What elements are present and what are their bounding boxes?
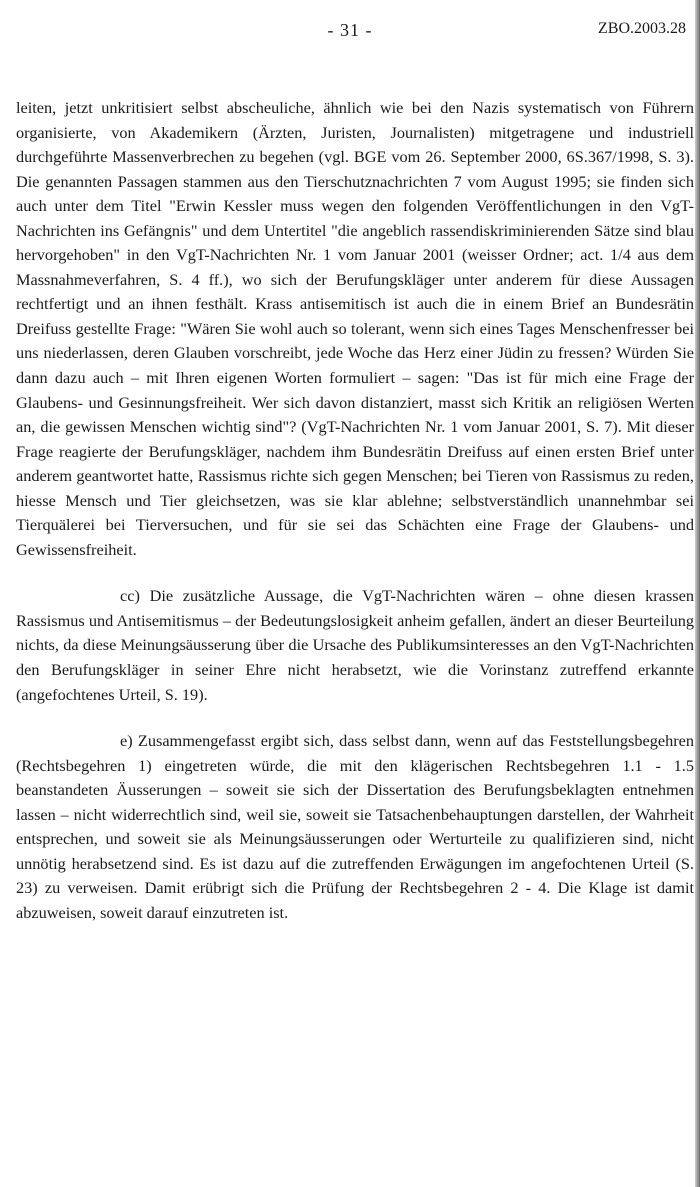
scan-edge-shadow	[695, 0, 700, 1187]
document-reference: ZBO.2003.28	[598, 20, 686, 37]
document-body	[16, 96, 694, 926]
page-number: - 31 -	[327, 20, 373, 40]
paragraph-e: e) Zusammengefasst ergibt sich, dass selbst dann, wenn auf das Feststellungsbegehren (Rechtsbegehren 1) eingetreten würde, die mit den klägerischen Rechtsbegehren 1.1 - 1.5 beanstandeten Äusserungen – soweit sie sich der Dissertation des Berufungsbeklagten entnehmen lassen – nicht widerrechtlich sind, weil sie, soweit sie Tatsachenbehauptungen darstellen, der Wahrheit entsprechen, und soweit sie als Meinungsäusserungen oder Werturteile zu qualifizieren sind, nicht unnötig herabsetzend sind. Es ist dazu auf die zutreffenden Erwägungen im angefochtenen Urteil (S. 23) zu verweisen. Damit erübrigt sich die Prüfung der Rechtsbegehren 2 - 4. Die Klage ist damit abzuweisen, soweit darauf einzutreten ist.	[16, 731, 694, 922]
paragraph-continuation: leiten, jetzt unkritisiert selbst abscheuliche, ähnlich wie bei den Nazis systematisch von Führern organisierte, von Akademikern (Ärzten, Juristen, Journalisten) mitgetragene und industriell durchgeführte Massenverbrechen zu begehen (vgl. BGE vom 26. September 2000, 6S.367/1998, S. 3). Die genannten Passagen stammen aus den Tierschutznachrichten 7 vom August 1995; sie finden sich auch unter dem Titel "Erwin Kessler muss wegen den folgenden Veröffentlichungen in den VgT-Nachrichten ins Gefängnis" und dem Untertitel "die angeblich rassendiskriminierenden Sätze sind blau hervorgehoben" in den VgT-Nachrichten Nr. 1 vom Januar 2001 (weisser Ordner; act. 1/4 aus dem Massnahmeverfahren, S. 4 ff.), wo sich der Berufungskläger unter anderem für diese Aussagen rechtfertigt und an ihnen festhält. Krass antisemitisch ist auch die in einem Brief an Bundesrätin Dreifuss gestellte Frage: "Wären Sie wohl auch so tolerant, wenn sich eines Tages Menschenfresser bei uns niederlassen, deren Glauben vorschreibt, jede Woche das Herz einer Jüdin zu fressen? Würden Sie dann dazu auch – mit Ihren eigenen Worten formuliert – sagen: "Das ist für mich eine Frage der Glaubens- und Gesinnungsfreiheit. Wer sich davon distanziert, masst sich Kritik an religiösen Werten an, die gewissen Menschen wichtig sind"? (VgT-Nachrichten Nr. 1 vom Januar 2001, S. 7). Mit dieser Frage reagierte der Berufungskläger, nachdem ihm Bundesrätin Dreifuss auf einen ersten Brief unter anderem geantwortet hatte, Rassismus richte sich gegen Menschen; bei Tieren von Rassismus zu reden, hiesse Mensch und Tier gleichsetzen, was sie klar ablehne; selbstverständlich unannehmbar sei Tierquälerei bei Tierversuchen, und für sie sei das Schächten eine Frage der Glaubens- und Gewissensfreiheit.	[16, 98, 694, 559]
paragraph-cc: cc) Die zusätzliche Aussage, die VgT-Nachrichten wären – ohne diesen krassen Rassismus und Antisemitismus – der Bedeutungslosigkeit anheim gefallen, ändert an dieser Beurteilung nichts, da diese Meinungsäusserung über die Ursache des Publikumsinteresses an den VgT-Nachrichten den Berufungskläger in seiner Ehre nicht herabsetzt, wie die Vorinstanz zutreffend erkannte (angefochtenes Urteil, S. 19).	[16, 586, 694, 704]
